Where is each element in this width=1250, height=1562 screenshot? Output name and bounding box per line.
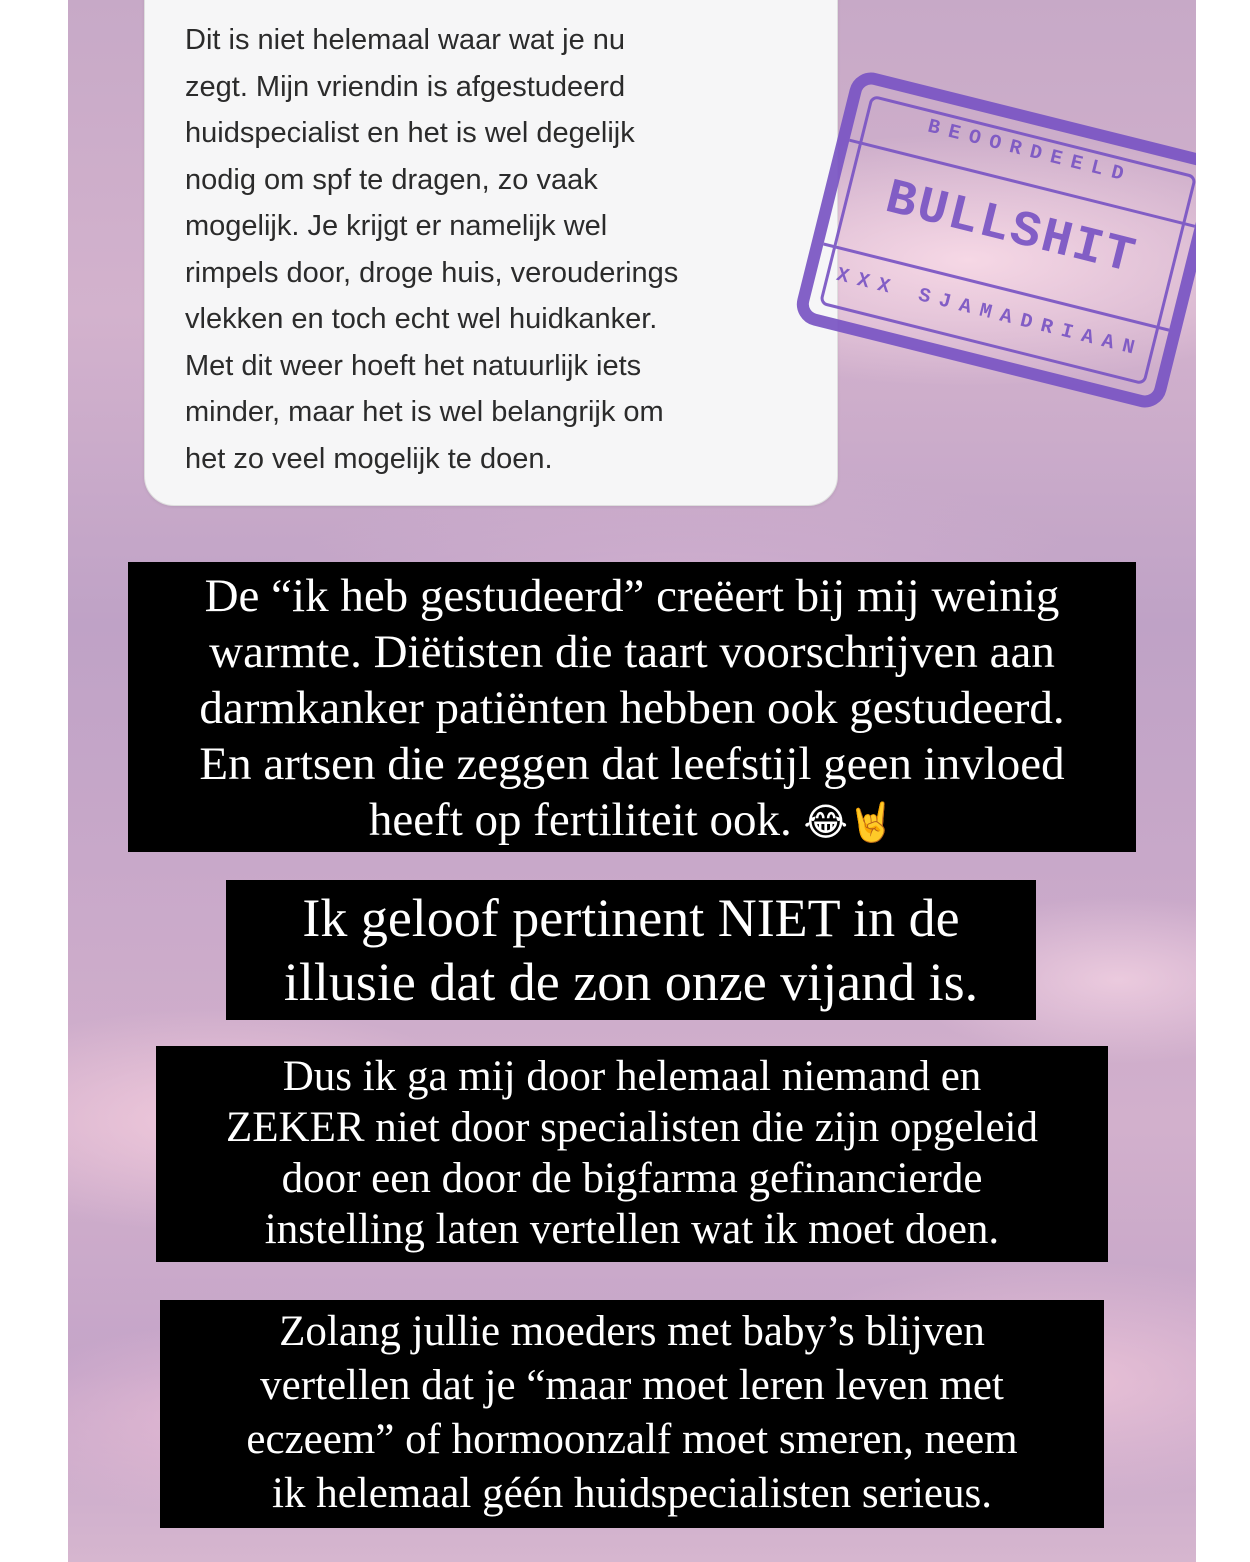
dm-message-bubble — [144, 0, 838, 506]
stamp-top-text: BEOORDEELD — [925, 115, 1135, 189]
laughing-rock-emoji-icon: 😂🤘 — [803, 800, 896, 844]
story-canvas — [68, 0, 1196, 1562]
stamp-bottom-text: XXX SJAMADRIAAN — [834, 263, 1146, 363]
bullshit-stamp — [792, 68, 1196, 412]
caption-3 — [156, 1046, 1108, 1262]
caption-2-text: Ik geloof pertinent NIET in de illusie dat de zon onze vijand is. — [283, 888, 979, 1012]
caption-1-text: De “ik heb gestudeerd” creëert bij mij weinig warmte. Diëtisten die taart voorschrijven aan darmkanker patiënten hebben ook gestudeerd. En artsen die zeggen dat leefstijl geen invloed heeft op fertiliteit ook. — [199, 570, 1065, 846]
caption-4-text: Zolang jullie moeders met baby’s blijven vertellen dat je “maar moet leren leven met eczeem” of hormoonzalf moet smeren, neem ik helemaal géén huidspecialisten serieus. — [246, 1308, 1018, 1517]
caption-1 — [128, 562, 1136, 852]
caption-3-text: Dus ik ga mij door helemaal niemand en ZEKER niet door specialisten die zijn opgeleid door een door de bigfarma gefinancierde instelling laten vertellen wat ik moet doen. — [225, 1053, 1038, 1253]
dm-message-text: Dit is niet helemaal waar wat je nu zegt. Mijn vriendin is afgestudeerd huidspecialist en het is wel degelijk nodig om spf te dragen, zo vaak mogelijk. Je krijgt er namelijk wel rimpels door, droge huis, verouderings vlekken en toch echt wel huidkanker. Met dit weer hoeft het natuurlijk iets minder, maar het is wel belangrijk om het zo veel mogelijk te doen. — [185, 24, 679, 475]
stamp-main-text: BULLSHIT — [879, 170, 1142, 288]
caption-2 — [226, 880, 1036, 1020]
caption-4 — [160, 1300, 1104, 1528]
